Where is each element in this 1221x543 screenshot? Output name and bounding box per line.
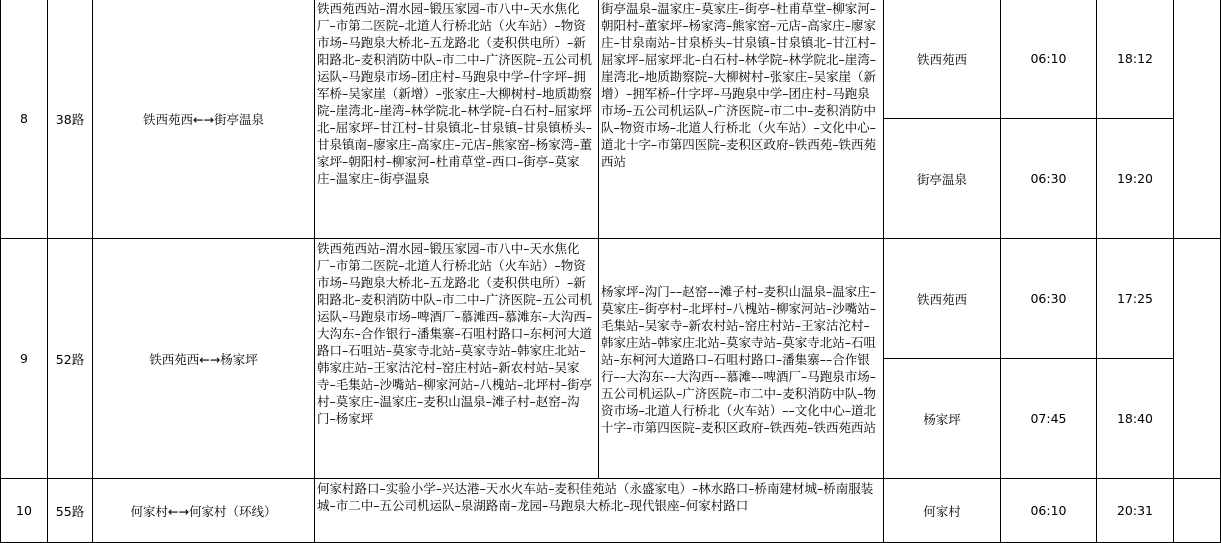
first-bus-time: 06:30 [1001,239,1097,359]
line-name: 38路 [48,0,93,239]
departure-terminal: 杨家坪 [884,359,1001,479]
route-outbound: 铁西苑西站–渭水园–锻压家园–市八中–天水焦化厂–市第二医院–北道人行桥北站（火车站）–物资市场–马跑泉大桥北–五龙路北（麦积供电所）–新阳路北–麦积消防中队–市二中–广济医院–五公司机运队–马跑泉市场–团庄村–马跑泉中学–什字坪–拥军桥–吴家崖（新增）–张家庄–大柳树村–地质勘察院–崖湾北–崖湾–林学院北–林学院–白石村–屈家坪北–屈家坪–甘江村–甘泉镇北–甘泉镇–甘泉镇桥头–甘泉镇南–廖家庄–高家庄–元店–熊家窑–杨家湾–董家坪–朝阳村–柳家河–杜甫草堂–西口–街亭–莫家庄–温家庄–街亭温泉 [315,0,599,239]
route-inbound: 街亭温泉–温家庄–莫家庄–街亭–杜甫草堂–柳家河–朝阳村–董家坪–杨家湾–熊家窑–元店–高家庄–廖家庄–甘泉南站–甘泉桥头–甘泉镇–甘泉镇北–甘江村–屈家坪–屈家坪北–白石村–林学院–林学院北–崖湾–崖湾北–地质勘察院–大柳树村–张家庄–吴家崖（新增）–拥军桥–什字坪–马跑泉中学–团庄村–马跑泉市场–五公司机运队–广济医院–市二中–麦积消防中队–物资市场–北道人行桥北（火车站）–文化中心–道北十字–市第四医院–麦积区政府–铁西苑–铁西苑西站 [599,0,884,239]
first-bus-time: 06:30 [1001,119,1097,239]
line-terminals: 铁西苑西←→杨家坪 [93,239,315,479]
route-loop: 何家村路口–实验小学–兴达港–天水火车站–麦积佳苑站（永盛家电）–林水路口–桥南建材城–桥南服装城–市二中–五公司机运队–泉湖路南–龙园–马跑泉大桥北–现代银座–何家村路口 [315,479,884,543]
empty-cell [1174,479,1221,543]
first-bus-time: 06:10 [1001,479,1097,543]
last-bus-time: 20:31 [1097,479,1174,543]
line-terminals: 铁西苑西←→街亭温泉 [93,0,315,239]
departure-terminal: 铁西苑西 [884,239,1001,359]
row-number: 10 [1,479,48,543]
route-outbound: 铁西苑西站–渭水园–锻压家园–市八中–天水焦化厂–市第二医院–北道人行桥北站（火车站）–物资市场–马跑泉大桥北–五龙路北（麦积供电所）–新阳路北–麦积消防中队–市二中–广济医院–五公司机运队–马跑泉市场–啤酒厂–慕滩西–慕滩东–大沟西–大沟东–合作银行–潘集寨–石咀村路口–东柯河大道路口–石咀站–莫家寺北站–莫家寺站–韩家庄北站–韩家庄站–王家沽沱村–窑庄村站–新农村站–吴家寺–毛集站–沙嘴站–柳家河站–八槐站–北坪村–街亭村–莫家庄–温家庄–麦积山温泉–滩子村–赵窑–沟门–杨家坪 [315,239,599,479]
departure-terminal: 街亭温泉 [884,119,1001,239]
departure-terminal: 铁西苑西 [884,0,1001,119]
empty-cell [1174,239,1221,479]
line-terminals: 何家村←→何家村（环线） [93,479,315,543]
line-name: 55路 [48,479,93,543]
first-bus-time: 07:45 [1001,359,1097,479]
row-number: 9 [1,239,48,479]
last-bus-time: 19:20 [1097,119,1174,239]
last-bus-time: 18:12 [1097,0,1174,119]
departure-terminal: 何家村 [884,479,1001,543]
first-bus-time: 06:10 [1001,0,1097,119]
row-number: 8 [1,0,48,239]
line-name: 52路 [48,239,93,479]
route-inbound: 杨家坪–沟门––赵窑––滩子村–麦积山温泉–温家庄–莫家庄–街亭村–北坪村–八槐站–柳家河站–沙嘴站–毛集站–吴家寺–新农村站–窑庄村站–王家沽沱村–韩家庄站–韩家庄北站–莫家寺站–莫家寺北站–石咀站–东柯河大道路口–石咀村路口–潘集寨––合作银行––大沟东––大沟西––慕滩––啤酒厂–马跑泉市场–五公司机运队–广济医院–市二中–麦积消防中队–物资市场–北道人行桥北（火车站）––文化中心–道北十字–市第四医院–麦积区政府–铁西苑–铁西苑西站 [599,239,884,479]
empty-cell [1174,0,1221,239]
last-bus-time: 18:40 [1097,359,1174,479]
last-bus-time: 17:25 [1097,239,1174,359]
